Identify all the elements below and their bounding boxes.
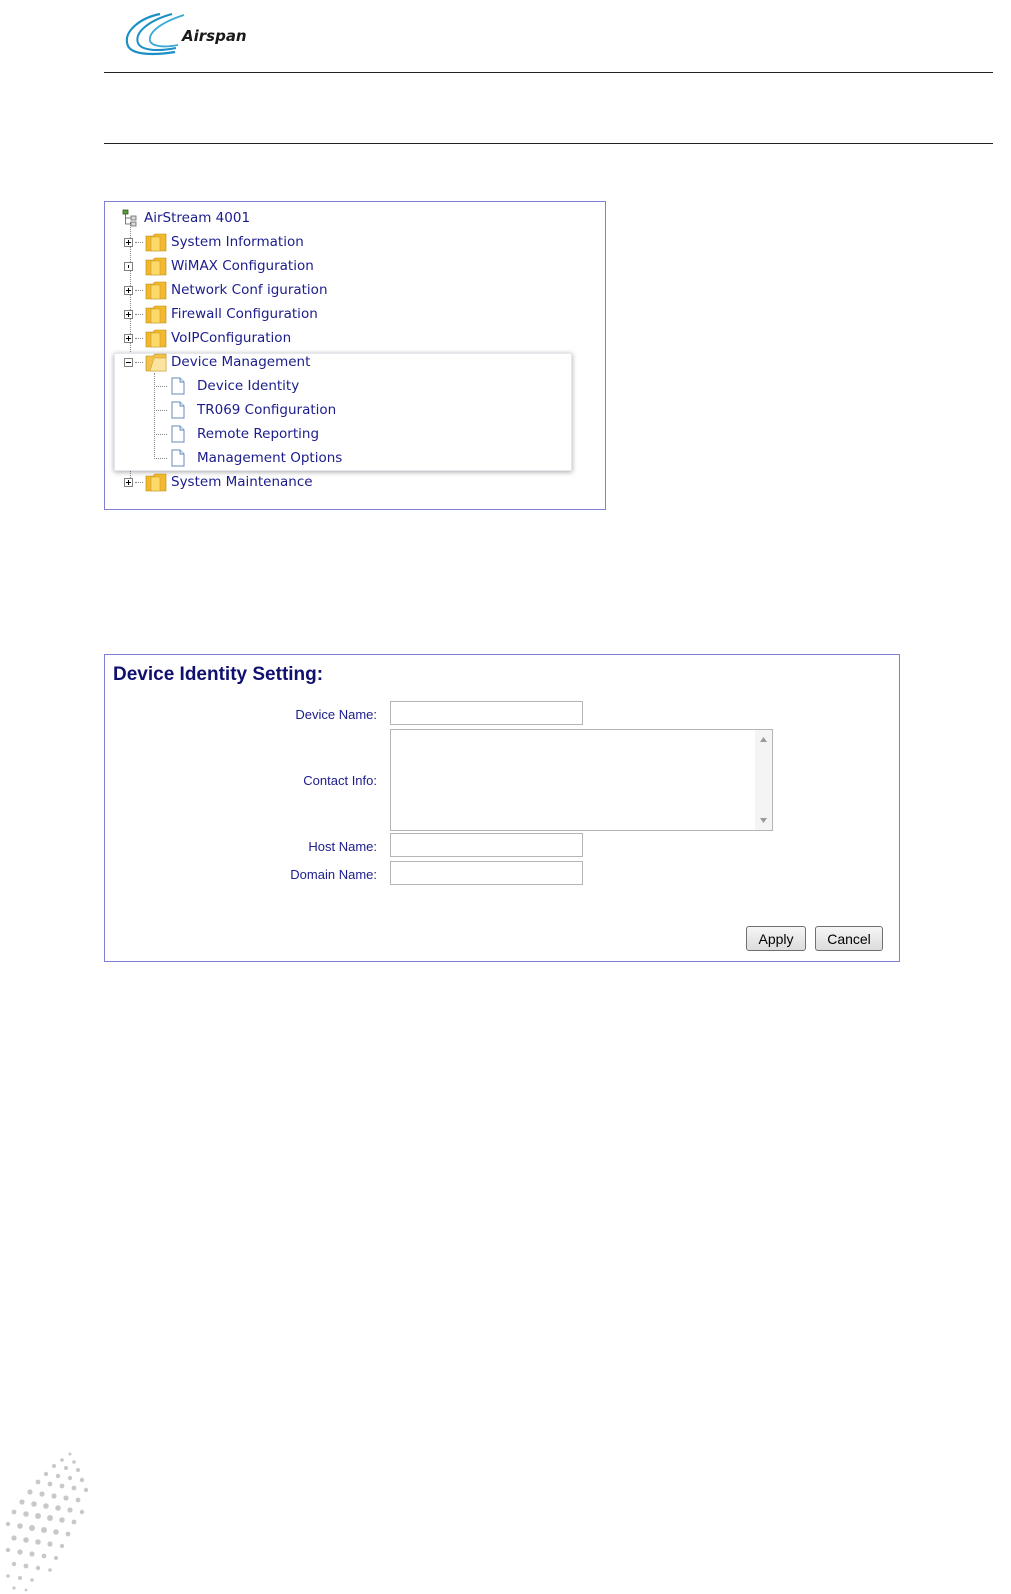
- tree-child-device-identity[interactable]: [154, 375, 299, 397]
- tree-child-label: Remote Reporting: [197, 426, 320, 442]
- tree-item-system-maintenance[interactable]: [124, 471, 313, 493]
- expand-plus-icon[interactable]: [124, 478, 133, 487]
- expand-plus-icon[interactable]: [124, 310, 133, 319]
- tree-child-label: Management Options: [197, 450, 343, 466]
- folder-icon: [145, 256, 167, 276]
- open-folder-icon: [145, 352, 167, 372]
- domain-name-input[interactable]: [390, 861, 583, 885]
- folder-icon: [145, 280, 167, 300]
- tree-child-remote-reporting[interactable]: [154, 423, 319, 445]
- folder-icon: [145, 232, 167, 252]
- expander-empty-icon[interactable]: [124, 262, 133, 271]
- collapse-minus-icon[interactable]: [124, 358, 133, 367]
- page-icon: [169, 401, 187, 419]
- domain-name-label: Domain Name:: [290, 867, 377, 882]
- tree-root-label: AirStream 4001: [144, 210, 251, 226]
- host-name-input[interactable]: [390, 833, 583, 857]
- tree-item-label: WiMAX Configuration: [171, 258, 314, 274]
- tree-item-network-configuration[interactable]: [124, 279, 328, 301]
- tree-item-label: Firewall Configuration: [171, 306, 318, 322]
- contact-info-label: Contact Info:: [303, 773, 377, 788]
- folder-icon: [145, 328, 167, 348]
- logo-text: Airspan: [182, 27, 247, 45]
- tree-dots: [154, 434, 167, 435]
- tree-dots: [135, 242, 143, 243]
- header-rule-top: [104, 72, 993, 73]
- tree-dots: [135, 290, 143, 291]
- tree-child-tr069-configuration[interactable]: [154, 399, 336, 421]
- host-name-label: Host Name:: [308, 839, 377, 854]
- tree-dots: [135, 314, 143, 315]
- tree-dots: [154, 386, 167, 387]
- expand-plus-icon[interactable]: [124, 238, 133, 247]
- tree-item-voip-configuration[interactable]: [124, 327, 291, 349]
- tree-child-management-options[interactable]: [154, 447, 342, 469]
- page-icon: [169, 377, 187, 395]
- tree-dots: [135, 338, 143, 339]
- expand-plus-icon[interactable]: [124, 286, 133, 295]
- navigation-tree: [104, 201, 606, 510]
- tree-item-device-management[interactable]: [124, 351, 310, 373]
- expand-plus-icon[interactable]: [124, 334, 133, 343]
- tree-item-label: VoIPConfiguration: [171, 330, 292, 346]
- folder-icon: [145, 304, 167, 324]
- network-tree-icon: [122, 209, 140, 227]
- tree-dots: [135, 362, 143, 363]
- device-name-label: Device Name:: [295, 707, 377, 722]
- contact-info-textarea[interactable]: [390, 729, 773, 831]
- page-icon: [169, 425, 187, 443]
- tree-item-system-information[interactable]: [124, 231, 304, 253]
- tree-child-label: Device Identity: [197, 378, 300, 394]
- tree-child-label: TR069 Configuration: [197, 402, 337, 418]
- decorative-dot-pattern: [0, 1448, 100, 1594]
- tree-dots: [135, 482, 143, 483]
- tree-dots: [135, 266, 143, 267]
- folder-icon: [145, 472, 167, 492]
- device-identity-form: [104, 654, 900, 962]
- header-rule-bottom: [104, 143, 993, 144]
- tree-dots: [154, 458, 167, 459]
- cancel-button[interactable]: Cancel: [815, 926, 883, 951]
- device-name-input[interactable]: [390, 701, 583, 725]
- form-title: Device Identity Setting:: [113, 664, 324, 685]
- tree-root[interactable]: [122, 207, 250, 229]
- tree-item-firewall-configuration[interactable]: [124, 303, 318, 325]
- tree-dots: [154, 410, 167, 411]
- page-icon: [169, 449, 187, 467]
- tree-item-label: Network Conf iguration: [171, 282, 328, 298]
- tree-item-label: System Information: [171, 234, 304, 250]
- tree-item-label: System Maintenance: [171, 474, 313, 490]
- airspan-logo: [120, 8, 290, 58]
- contact-info-scrollbar[interactable]: [755, 730, 772, 830]
- tree-item-wimax-configuration[interactable]: [124, 255, 314, 277]
- tree-item-label: Device Management: [171, 354, 311, 370]
- apply-button[interactable]: Apply: [746, 926, 806, 951]
